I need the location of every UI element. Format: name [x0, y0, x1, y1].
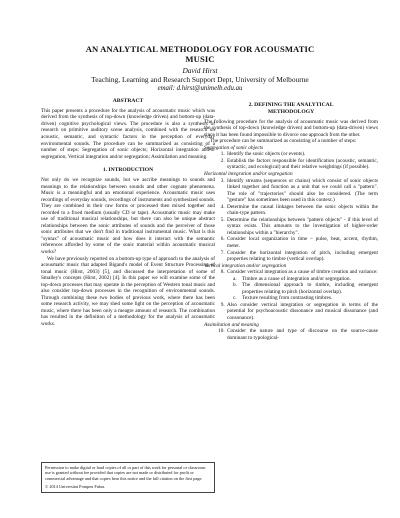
list-item: 10. Consider the nature and type of discourse on the source-cause dominant to typological-: [226, 328, 378, 341]
list-item: 5. Determine the relationships between "pattern objects" - if this level of syntax exists. This amounts to the investigation of higher-order relationships within a "hierarchy".: [226, 217, 378, 237]
list-item: [226, 269, 378, 302]
copyright-text: Permission to make digital or hard copies of all or part of this work for personal or classroom use is granted without fee provided that copies are not made or distributed for profit or commercial advantage and that copies bear this notice and the full citation on the first page.: [45, 465, 206, 481]
sub-list-item: c. Texture resulting from contrasting timbres.: [241, 295, 378, 302]
section-2-heading-line-1: 2. DEFINING THE ANALYTICAL: [248, 102, 334, 108]
list-item: 9. Also consider vertical integration or segregation in terms of the potential for psychoacoustic dissonance and musical dissonance (and consonance).: [226, 302, 378, 322]
list-item: 2. Establish the factors responsible for identification (acoustic, semantic, syntactic, and ecological) and their relative weightings (if possible).: [226, 158, 378, 171]
author-email: email: d.hirst@unimelb.edu.au: [157, 85, 243, 92]
intro-paragraph-1: Not only do we recognize sounds, but we ascribe meanings to sounds and meanings to the relationships between sounds and other cognate phenomena. Music is a meaningful and an emotional experience. Acousmatic music uses recordings of everyday sounds, recordings of instruments and synthesized sounds. They are combined in their raw forms or processed then mixed together and recorded to a fixed medium (usually CD or tape). Acousmatic music may make use of traditional musical relationships, but there can also be unique abstract relationships between the sonic attributes of sounds and the perceiver of those sonic attributes that we don't find in traditional instrumental music. What is this "syntax" of acousmatic music and how does it interact with the semantic references afforded by some of the sonic material within acousmatic musical works?: [41, 176, 215, 255]
assimilation-heading: Assimilation and meaning: [204, 321, 259, 328]
vertical-list: [204, 269, 378, 321]
horizontal-heading: Horizontal integration and/or segregation: [204, 170, 293, 177]
list-item: 7. Consider the horizontal integration of pitch, including emergent properties relating to timbre (vertical overlap).: [226, 250, 378, 263]
intro-paragraph-2: We have previously reported on a bottom-up type of approach to the analysis of acousmatic music that adapted Bigand's model of Event Structure Processing of tonal music (Hirst, 2003) [5], and discussed the interpretation of some of Smalley's concepts (Hirst, 2002) [4]. In this paper we will examine some of the top-down processes that may operate in the perception of Western tonal music and also consider top-down processes in the recognition of environmental sounds. Through combining these two bodies of previous work, where there has been some research activity, we may shed some light on the perception of acousmatic music, where there has been only a meagre amount of research. The combination has resulted in the definition of a methodology for the analysis of acousmatic works.: [41, 255, 215, 327]
sub-list-item: b. The dimensional approach to timbre, including emergent properties relating to pitch (horizontal overlap).: [241, 282, 378, 295]
list-item: 3. Identify streams (sequences or chains) which consist of sonic objects linked together and function as a unit that we could call a "pattern". The role of "trajectories" should also be considered. (The term "gesture" has sometimes been used in this context.): [226, 178, 378, 204]
left-column: [41, 96, 215, 328]
list-item: 6. Consider local organization in time – pulse, beat, accent, rhythm, meter.: [226, 236, 378, 249]
segregation-heading: Segregation of sonic objects: [204, 144, 264, 151]
section-2-paragraph-2: The procedure can be summarized as consisting of a number of steps:: [210, 138, 357, 145]
segregation-list: [204, 151, 378, 171]
vertical-heading: Vertical integration and/or segregation: [204, 262, 287, 269]
title-line-1: AN ANALYTICAL METHODOLOGY FOR ACOUSMATIC: [85, 44, 315, 54]
horizontal-list: [204, 178, 378, 263]
introduction-heading: 1. INTRODUCTION: [102, 167, 154, 174]
vertical-item-text: Consider vertical integration as a cause of timbre creation and variance:: [227, 269, 378, 276]
title-line-2: MUSIC: [185, 54, 215, 64]
abstract-heading: ABSTRACT: [112, 98, 144, 104]
section-2-heading-line-2: METHODOLOGY: [267, 108, 315, 115]
assimilation-list: [204, 328, 378, 341]
copyright-notice: [41, 462, 215, 493]
vertical-sublist: [227, 276, 378, 302]
paper-title: [0, 44, 400, 64]
list-item: 4. Determine the causal linkages between the sonic objects within the chain-type pattern.: [226, 204, 378, 217]
author-affiliation: Teaching, Learning and Research Support Dept, University of Melbourne: [91, 75, 309, 84]
sub-list-item: a. Timbre as a cause of integration and/or segregation.: [241, 276, 378, 283]
right-column: [204, 100, 378, 341]
author-name: David Hirst: [182, 66, 218, 75]
copyright-line: © 2014 Universitat Pompeu Fabra.: [45, 484, 106, 490]
section-2-paragraph-1: The following procedure for the analysis of acousmatic music was derived from the synthesis of top-down (knowledge driven) and bottom-up (data-driven) views since it has been found impossible to divorce one approach from the other.: [204, 118, 378, 138]
abstract-text: This paper presents a procedure for the analysis of acousmatic music which was derived from the synthesis of top-down (knowledge driven) and bottom-up (data-driven) cognitive psychological views. The procedure is also a synthesis of research on primitive auditory scene analysis, combined with the research on acoustic, semantic, and syntactic factors in the perception of everyday environmental sounds. The procedure can be summarized as consisting of a number of steps: Segregation of sonic objects; Horizontal integration and/or segregation; Vertical integration and/or segregation; Assimilation and meaning.: [41, 107, 215, 160]
list-item: 1. Identify the sonic objects (or events).: [226, 151, 378, 158]
section-2-heading: [204, 102, 378, 116]
